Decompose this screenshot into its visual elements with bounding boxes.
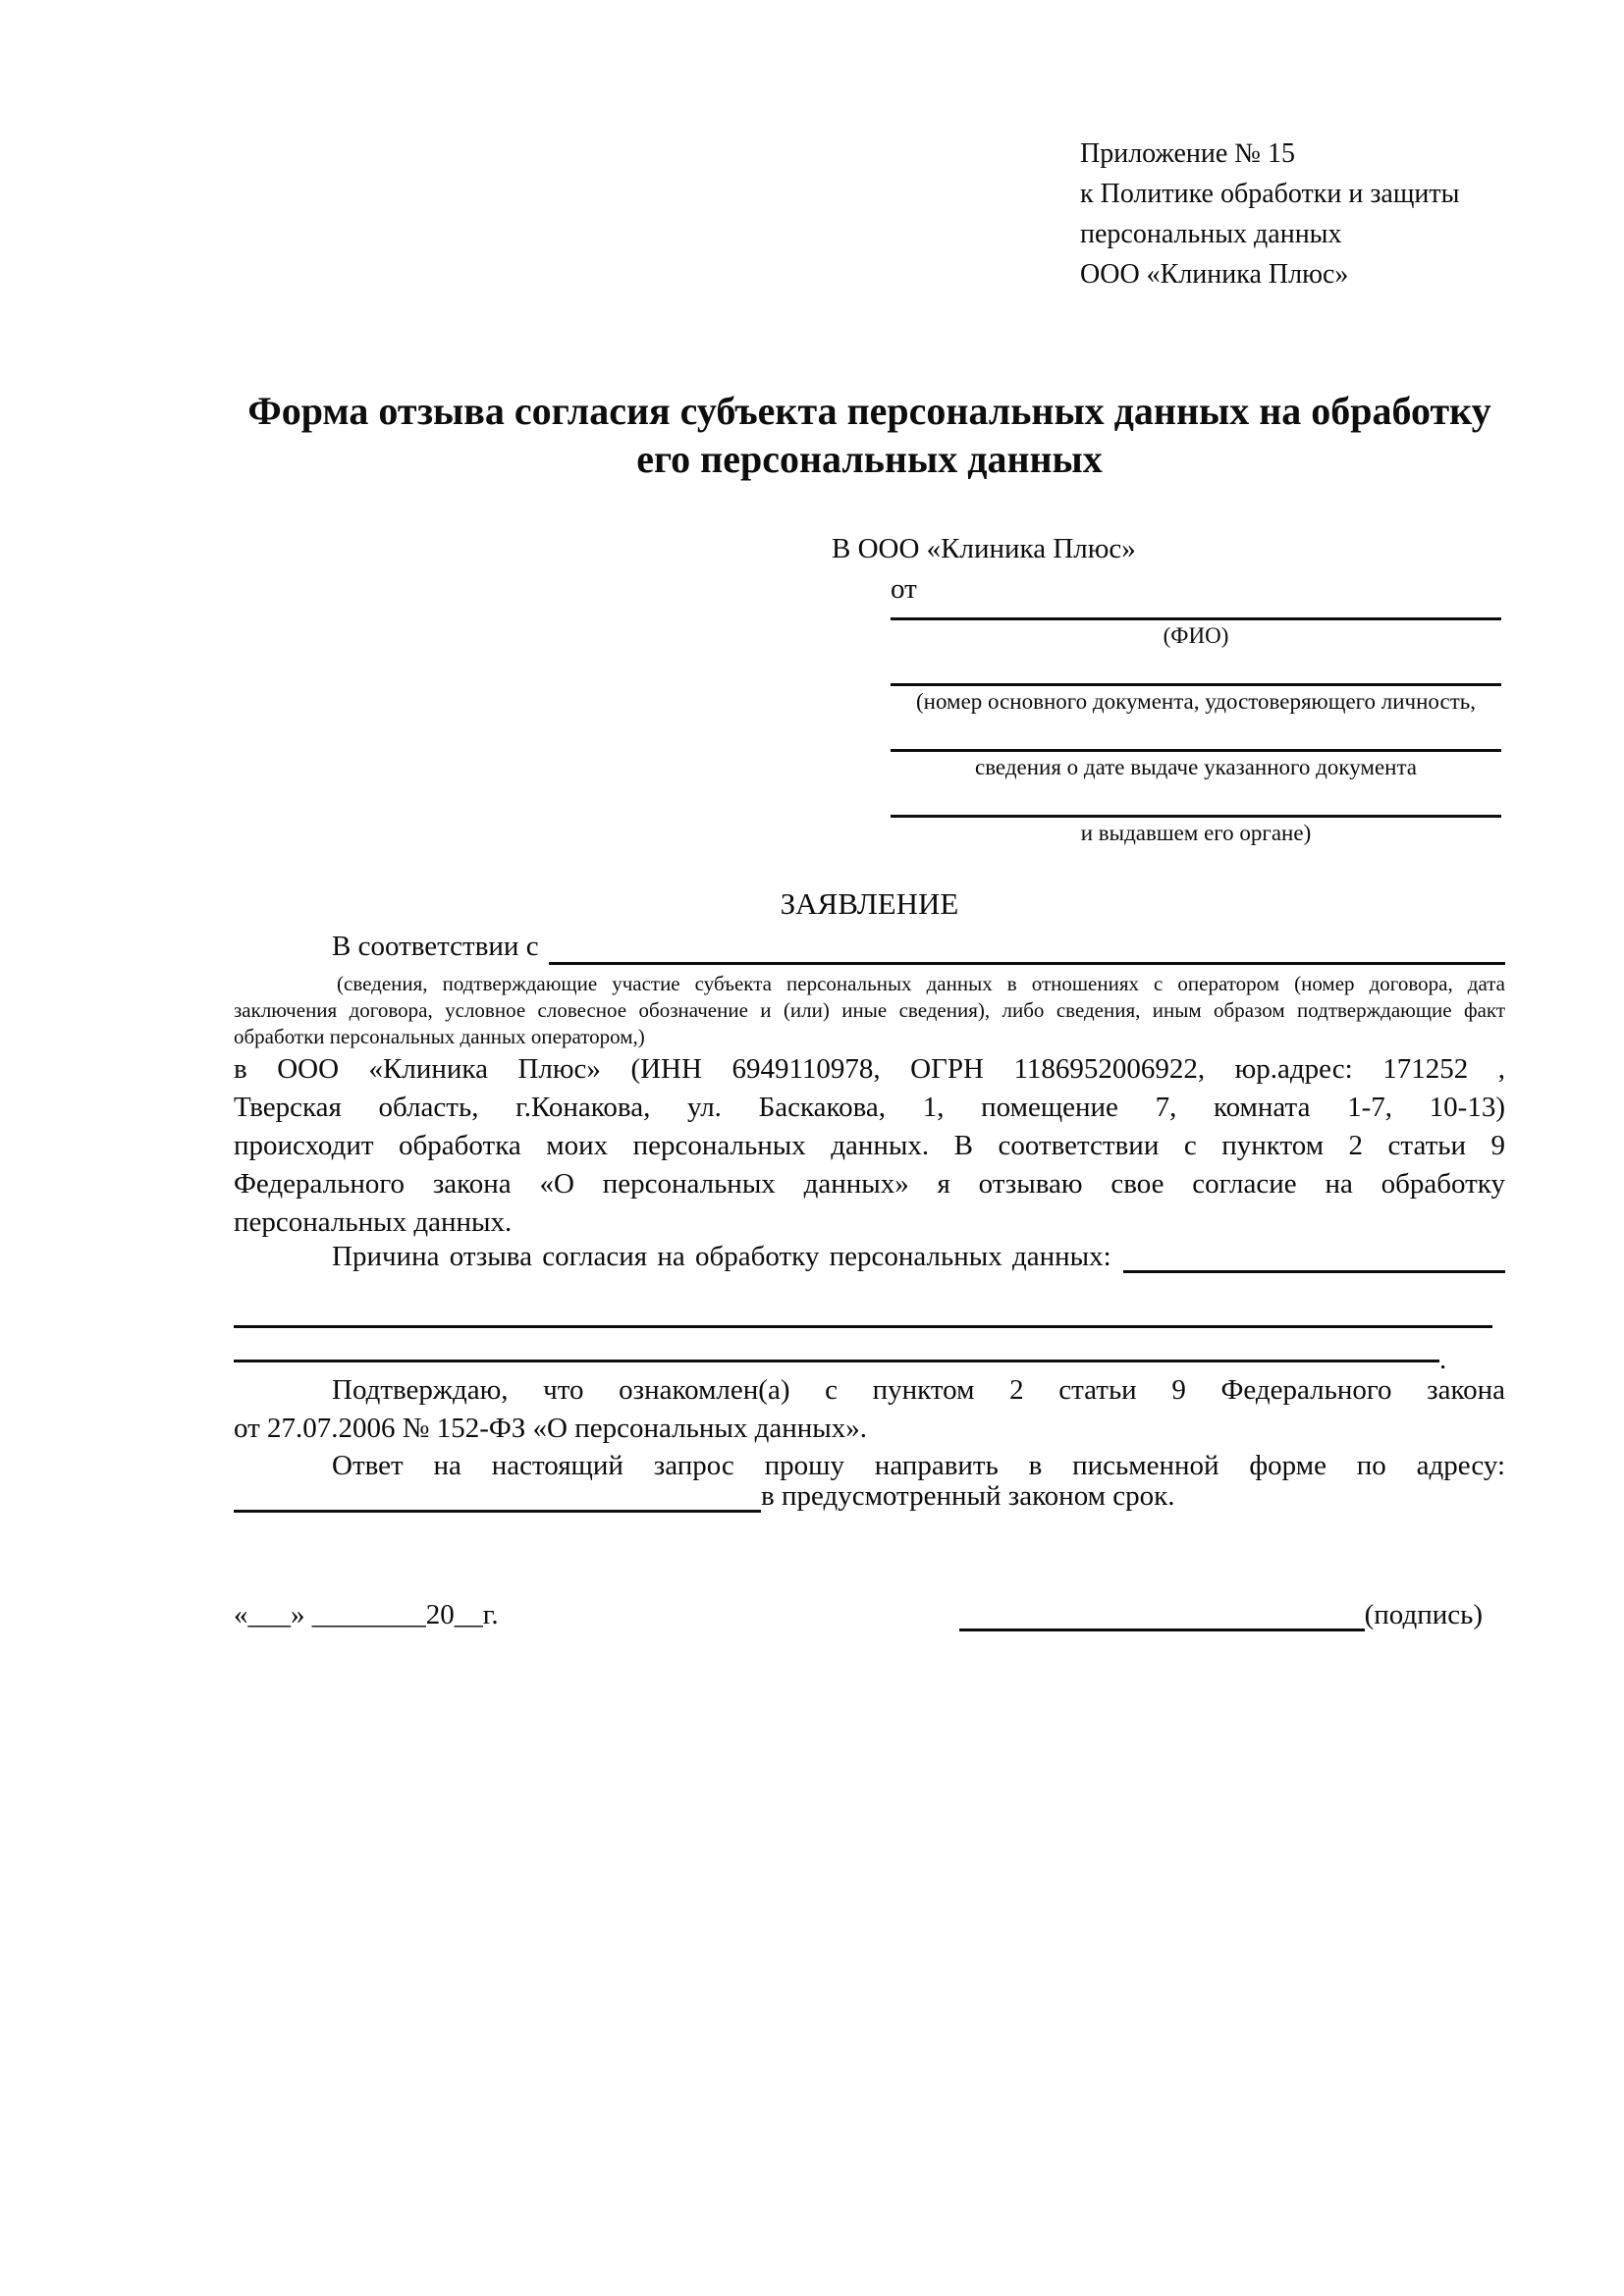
- addressee-blanks: [891, 588, 1501, 851]
- confirmation-line: от 27.07.2006 № 152-ФЗ «О персональных данных».: [234, 1413, 868, 1444]
- paragraph-indent: [234, 1243, 332, 1273]
- reason-prefix: Причина отзыва согласия на обработку персональных данных:: [332, 1241, 1111, 1272]
- document-title: [234, 387, 1505, 483]
- fio-caption: (ФИО): [1163, 623, 1229, 648]
- statement-heading: ЗАЯВЛЕНИЕ: [780, 886, 959, 921]
- period-after-blank: .: [1439, 1344, 1447, 1375]
- confirmation-paragraph: [234, 1371, 1505, 1448]
- issuing-authority-blank-line: [891, 785, 1501, 818]
- main-paragraph-line: происходит обработка моих персональных данных. В соответствии с пунктом 2 статьи 9: [234, 1130, 1505, 1161]
- confirmation-line: Подтверждаю, что ознакомлен(а) с пунктом 2 статьи 9 Федерального закона: [332, 1374, 1505, 1406]
- accordance-row: [234, 931, 1505, 965]
- date-blank: «___» ________20__г.: [234, 1599, 499, 1630]
- signature-area: [959, 1599, 1483, 1631]
- annex-header-line: Приложение № 15: [1080, 138, 1295, 169]
- signature-blank-line: [959, 1599, 1365, 1631]
- reason-continuation-blank-line: [234, 1286, 1492, 1328]
- gap: [1111, 1243, 1123, 1273]
- reply-suffix: в предусмотренный законом срок.: [761, 1480, 1175, 1512]
- fine-print-line: обработки персональных данных оператором,): [234, 1025, 645, 1048]
- paragraph-indent: [234, 931, 332, 965]
- main-paragraph-line: в ООО «Клиника Плюс» (ИНН 6949110978, ОГРН 1186952006922, юр.адрес: 171252 ,: [234, 1053, 1505, 1085]
- blank-line: [234, 1323, 1439, 1362]
- reply-address-row: [234, 1481, 1505, 1513]
- addressee-to: В ООО «Клиника Плюс»: [832, 533, 1136, 564]
- issue-date-blank-line: [891, 720, 1501, 752]
- issuing-authority-caption: и выдавшем его органе): [1080, 821, 1312, 845]
- main-paragraph-line: персональных данных.: [234, 1206, 513, 1238]
- fine-print: [234, 971, 1505, 1050]
- document-title-line: его персональных данных: [636, 437, 1103, 481]
- reason-blank-line: [1123, 1243, 1505, 1273]
- addressee-from-label: от: [891, 573, 917, 605]
- annex-header-line: ООО «Клиника Плюс»: [1080, 259, 1349, 290]
- document-title-line: Форма отзыва согласия субъекта персональных данных на обработку: [247, 389, 1491, 433]
- gap: [539, 931, 549, 965]
- annex-header-line: к Политике обработки и защиты: [1080, 179, 1460, 209]
- document-number-caption: (номер основного документа, удостоверяющего личность,: [915, 689, 1476, 714]
- blank-row-issue-date: [891, 720, 1501, 785]
- accordance-blank-line: [549, 931, 1505, 965]
- main-paragraph-line: Тверская область, г.Конакова, ул. Баскакова, 1, помещение 7, комната 1-7, 10-13): [234, 1092, 1505, 1123]
- fio-blank-line: [891, 588, 1501, 620]
- blank-row-fio: [891, 588, 1501, 654]
- signature-row: [234, 1598, 1483, 1631]
- main-paragraph-line: Федерального закона «О персональных данных» я отзываю свое согласие на обработку: [234, 1168, 1505, 1200]
- main-paragraph: [234, 1050, 1505, 1242]
- annex-header: [1080, 133, 1459, 294]
- reply-request-line: Ответ на настоящий запрос прошу направить в письменной форме по адресу:: [332, 1450, 1505, 1481]
- blank-row-document-number: [891, 654, 1501, 720]
- signature-caption: (подпись): [1364, 1599, 1483, 1630]
- blank-row-issuing-authority: [891, 785, 1501, 851]
- reason-row: [234, 1243, 1505, 1273]
- accordance-prefix: В соответствии с: [332, 931, 539, 962]
- document-number-blank-line: [891, 654, 1501, 686]
- annex-header-line: персональных данных: [1080, 219, 1342, 249]
- reason-continuation-blank-line-2: [234, 1323, 1505, 1375]
- issue-date-caption: сведения о дате выдаче указанного документа: [974, 755, 1418, 779]
- address-blank-line: [234, 1481, 761, 1513]
- fine-print-line: заключения договора, условное словесное обозначение и (или) иные сведения), либо сведения, иным образом подтверждающие факт: [234, 998, 1505, 1022]
- fine-print-line: (сведения, подтверждающие участие субъекта персональных данных в отношениях с оператором (номер договора, дата: [337, 972, 1505, 995]
